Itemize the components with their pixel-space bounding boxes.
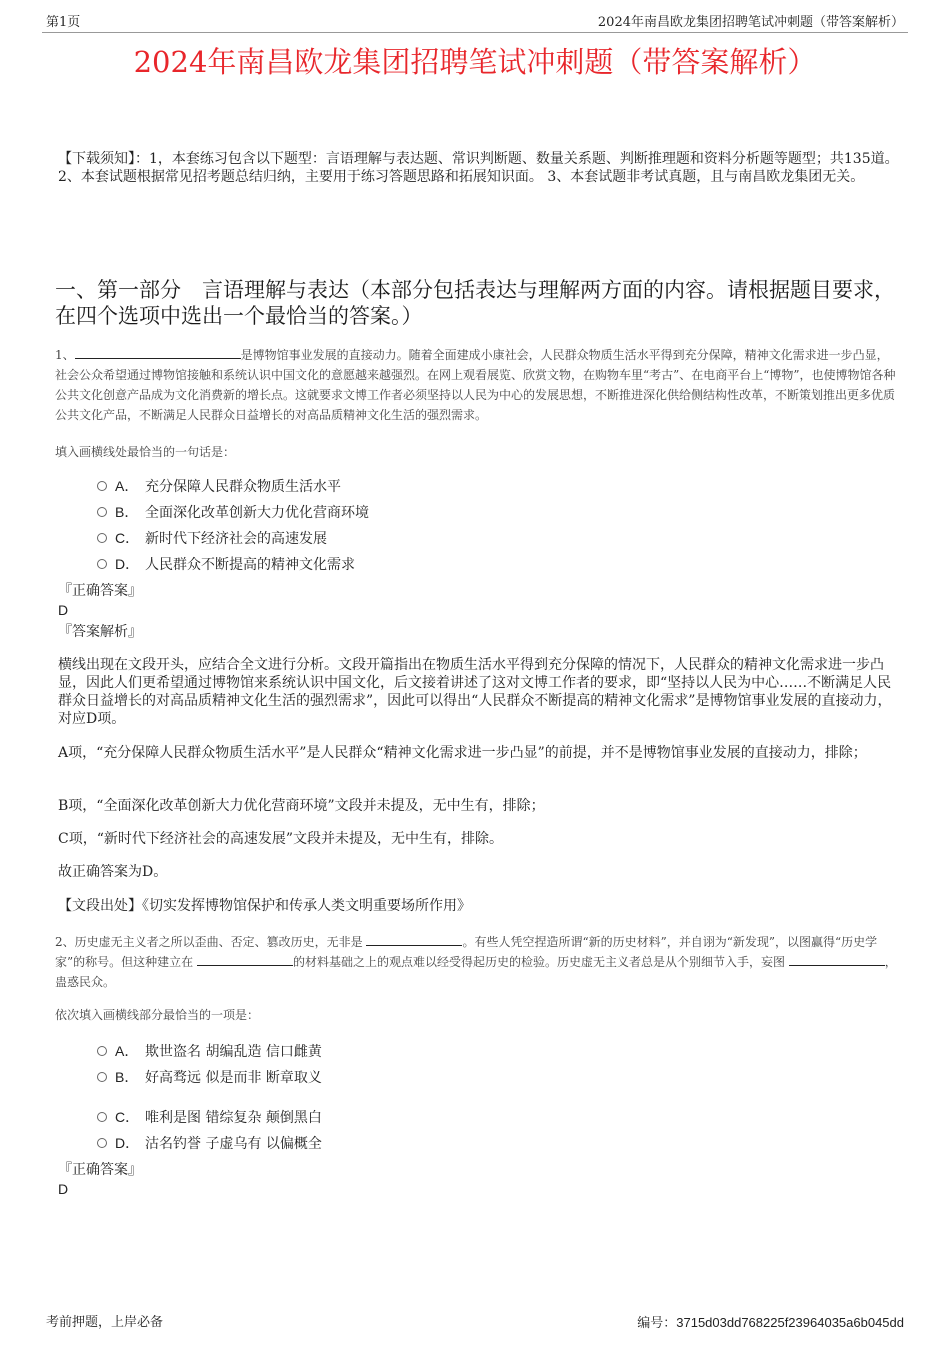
question-2-blank-2 xyxy=(197,953,293,966)
question-2-text: 2、历史虚无主义者之所以歪曲、否定、篡改历史，无非是 。有些人凭空捏造所谓“新的历史材料”，并自诩为“新发现”，以图赢得“历史学家”的称号。但这种建立在 的材料基础之上的观点难以经受得起历史的检验。历史虚无主义者总是从个别细节入手，妄图 ，蛊惑民众。 xyxy=(55,935,897,989)
footer-slogan: 考前押题，上岸必备 xyxy=(46,1315,164,1330)
radio-icon[interactable] xyxy=(97,507,107,517)
question-1-analysis-c: C项，“新时代下经济社会的高速发展”文段并未提及，无中生有，排除。 xyxy=(58,831,504,847)
question-1-body: 是博物馆事业发展的直接动力。随着全面建成小康社会，人民群众物质生活水平得到充分保障，精神文化需求进一步凸显，社会公众希望通过博物馆接触和系统认识中国文化的意愿越来越强烈。在网上观看展览、欣赏文物，在购物车里“考古”、在电商平台上“博物”，也使博物馆各种公共文化创意产品成为文化消费新的增长点。这就要求文博工作者必须坚持以人民为中心的发展思想，不断推进深化供给侧结构性改革，不断策划推出更多优质公共文化产品，不断满足人民群众日益增长的对高品质精神文化生活的强烈需求。 xyxy=(55,348,896,422)
question-1-analysis-main: 横线出现在文段开头，应结合全文进行分析。文段开篇指出在物质生活水平得到充分保障的情况下，人民群众的精神文化需求进一步凸显，因此人们更希望通过博物馆来系统认识中国文化，后文接着讲述了这对文博工作者的要求，即“坚持以人民为中心……不断满足人民群众日益增长的对高品质精神文化生活的强烈需求”，因此可以得出“人民群众不断提高的精神文化需求”是博物馆事业发展的直接动力，对应D项。 xyxy=(58,657,892,727)
download-notice: 【下载须知】：1，本套练习包含以下题型：言语理解与表达题、常识判断题、数量关系题、判断推理题和资料分析题等题型；共135道。 2、本套试题根据常见招考题总结归纳，主要用于练习答题思路和拓展知识面。 3、本套试题非考试真题，且与南昌欧龙集团无关。 xyxy=(58,151,899,185)
question-2-answer-label: 『正确答案』 xyxy=(58,1162,142,1178)
question-2-option-a[interactable]: A． 欺世盗名 胡编乱造 信口雌黄 xyxy=(97,1042,322,1061)
radio-icon[interactable] xyxy=(97,1072,107,1082)
radio-icon[interactable] xyxy=(97,533,107,543)
question-1-blank xyxy=(75,346,241,359)
radio-icon[interactable] xyxy=(97,481,107,491)
question-1-option-d[interactable]: D． 人民群众不断提高的精神文化需求 xyxy=(97,555,355,574)
question-2-prompt: 依次填入画横线部分最恰当的一项是： xyxy=(55,1008,260,1022)
question-1-analysis-b: B项，“全面深化改革创新大力优化营商环境”文段并未提及，无中生有，排除； xyxy=(58,798,545,814)
section-heading: 一、第一部分 言语理解与表达（本部分包括表达与理解两方面的内容。请根据题目要求，在四个选项中选出一个最恰当的答案。） xyxy=(55,278,895,328)
page-footer xyxy=(42,1313,908,1333)
question-2-option-d[interactable]: D． 沽名钓誉 子虚乌有 以偏概全 xyxy=(97,1134,322,1153)
question-1-source: 【文段出处】《切实发挥博物馆保护和传承人类文明重要场所作用》 xyxy=(58,898,471,914)
footer-code: 编号：3715d03dd768225f23964035a6b045dd xyxy=(637,1315,904,1331)
page-number: 第1页 xyxy=(46,15,81,30)
question-1-analysis-label: 『答案解析』 xyxy=(58,624,142,640)
question-1-option-a[interactable]: A． 充分保障人民群众物质生活水平 xyxy=(97,477,341,496)
radio-icon[interactable] xyxy=(97,1138,107,1148)
question-1-analysis-a: A项，“充分保障人民群众物质生活水平”是人民群众“精神文化需求进一步凸显”的前提，并不是博物馆事业发展的直接动力，排除； xyxy=(58,745,867,761)
question-1-option-c[interactable]: C． 新时代下经济社会的高速发展 xyxy=(97,529,327,548)
question-1-answer-label: 『正确答案』 xyxy=(58,583,142,599)
page-header xyxy=(42,12,908,33)
radio-icon[interactable] xyxy=(97,1112,107,1122)
question-2-blank-3 xyxy=(789,953,885,966)
question-1-analysis-conclusion: 故正确答案为D。 xyxy=(58,864,168,880)
question-1-option-b[interactable]: B． 全面深化改革创新大力优化营商环境 xyxy=(97,503,369,522)
question-2-option-c[interactable]: C． 唯利是图 错综复杂 颠倒黑白 xyxy=(97,1108,322,1127)
question-1-number: 1、 xyxy=(55,348,75,362)
radio-icon[interactable] xyxy=(97,559,107,569)
question-2-blank-1 xyxy=(366,933,462,946)
question-1-answer: D xyxy=(58,602,69,618)
question-1-prompt: 填入画横线处最恰当的一句话是： xyxy=(55,445,236,459)
radio-icon[interactable] xyxy=(97,1046,107,1056)
question-1-text xyxy=(55,345,900,425)
page-title: 2024年南昌欧龙集团招聘笔试冲刺题（带答案解析） xyxy=(133,45,817,79)
question-2-option-b[interactable]: B． 好高骛远 似是而非 断章取义 xyxy=(97,1068,322,1087)
header-doc-title: 2024年南昌欧龙集团招聘笔试冲刺题（带答案解析） xyxy=(597,15,904,30)
question-2-answer: D xyxy=(58,1181,69,1197)
